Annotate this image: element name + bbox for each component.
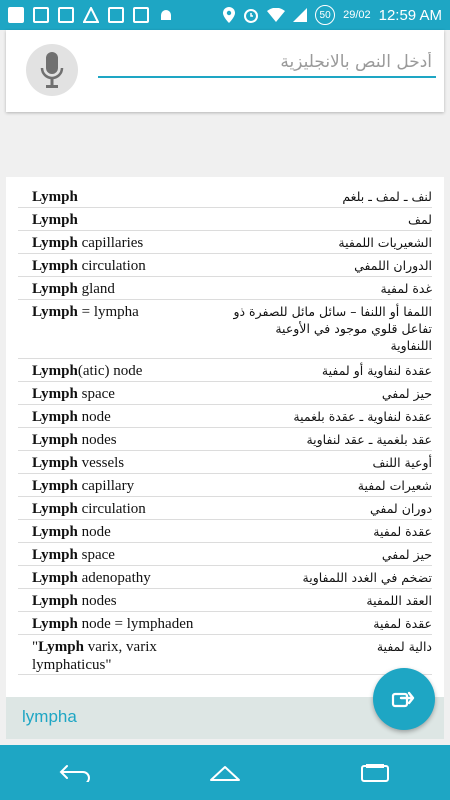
- nav-back-button[interactable]: [55, 758, 95, 788]
- entry-translation: عقد بلغمية ـ عقد لنفاوية: [306, 432, 432, 447]
- entry-term-keyword: Lymph: [32, 547, 78, 563]
- entry-term-prefix: ": [32, 639, 39, 655]
- notification-icons: [0, 7, 174, 23]
- entry-term-keyword: Lymph: [32, 593, 78, 609]
- photo-notification-icon: [133, 7, 149, 23]
- delta-notification-icon: [83, 7, 99, 23]
- list-item[interactable]: [18, 451, 432, 474]
- entry-term-keyword: Lymph: [32, 189, 78, 205]
- list-item[interactable]: [18, 300, 432, 359]
- entry-translation: الدوران اللمفي: [354, 258, 432, 273]
- android-notification-icon: [158, 7, 174, 23]
- entry-term-keyword: Lymph: [32, 258, 78, 274]
- nav-home-button[interactable]: [205, 758, 245, 788]
- selected-word: lympha: [22, 707, 77, 726]
- entry-translation: الشعيريات اللمفية: [338, 235, 432, 250]
- entry-term-suffix: space: [77, 386, 115, 402]
- entry-term-keyword: Lymph: [32, 524, 78, 540]
- list-item[interactable]: [18, 566, 432, 589]
- entry-term-suffix: gland: [77, 281, 115, 297]
- entry-term-suffix: capillary: [77, 478, 135, 494]
- battery-saver-badge: 50: [315, 5, 335, 25]
- nav-recent-button[interactable]: [355, 758, 395, 788]
- entry-translation: دوران لمفي: [369, 501, 432, 516]
- entry-term-keyword: Lymph: [32, 235, 78, 251]
- file-notification-icon: [108, 7, 124, 23]
- entry-term-suffix: circulation: [77, 258, 146, 274]
- entry-term-keyword: Lymph: [32, 386, 78, 402]
- input-card: [6, 30, 444, 112]
- app-notification-icon: [8, 7, 24, 23]
- entry-translation: عقدة لمفية: [373, 616, 432, 631]
- entry-term-suffix: varix, varix lymphaticus": [32, 639, 157, 673]
- entry-term-keyword: Lymph: [32, 501, 78, 517]
- entry-term-suffix: circulation: [77, 501, 146, 517]
- check-notification-icon: [33, 7, 49, 23]
- entry-term: [18, 500, 146, 518]
- entry-term-suffix: (atic) node: [77, 363, 143, 379]
- entry-term-suffix: node = lymphaden: [77, 616, 194, 632]
- translate-fab-button[interactable]: [373, 668, 435, 730]
- list-item[interactable]: [18, 359, 432, 382]
- entry-translation: غدة لمفية: [380, 281, 432, 296]
- mail-notification-icon: [58, 7, 74, 23]
- voice-input-button[interactable]: [26, 44, 78, 96]
- alarm-icon: [243, 7, 259, 23]
- entry-translation: لمف: [408, 212, 432, 227]
- entry-translation: عقدة لمفية: [373, 524, 432, 539]
- list-item[interactable]: [18, 612, 432, 635]
- entry-term: [18, 523, 111, 541]
- entry-translation: تضخم في الغدد اللمفاوية: [302, 570, 432, 585]
- list-item[interactable]: [18, 254, 432, 277]
- results-list[interactable]: [6, 177, 444, 697]
- list-item[interactable]: [18, 474, 432, 497]
- entry-translation: عقدة لنفاوية ـ عقدة بلغمية: [293, 409, 432, 424]
- entry-term: [18, 454, 124, 472]
- entry-term-suffix: space: [77, 547, 115, 563]
- entry-term-keyword: Lymph: [32, 616, 78, 632]
- list-item[interactable]: [18, 543, 432, 566]
- entry-term-keyword: Lymph: [32, 455, 78, 471]
- list-item[interactable]: [18, 277, 432, 300]
- entry-term-keyword: Lymph: [32, 304, 78, 320]
- entry-term-keyword: Lymph: [32, 409, 78, 425]
- entry-term-keyword: Lymph: [32, 363, 78, 379]
- list-item[interactable]: [18, 382, 432, 405]
- entry-term: [18, 362, 142, 380]
- entry-translation: اللمفا أو اللنفا – سائل مائل للصفرة ذو تفاعل قلوي موجود في الأوعية اللنفاوية: [233, 304, 432, 353]
- list-item[interactable]: [18, 185, 432, 208]
- list-item[interactable]: [18, 497, 432, 520]
- home-icon: [209, 764, 241, 782]
- entry-term-suffix: node: [77, 409, 111, 425]
- entry-term-suffix: nodes: [77, 432, 117, 448]
- list-item[interactable]: [18, 428, 432, 451]
- recent-apps-icon: [359, 763, 391, 783]
- entry-term: [18, 477, 134, 495]
- list-item[interactable]: [18, 405, 432, 428]
- entry-term: [18, 408, 111, 426]
- translate-share-icon: [391, 688, 417, 710]
- entry-term: [18, 615, 193, 633]
- entry-translation: دالية لمفية: [376, 639, 432, 654]
- entry-translation: عقدة لنفاوية أو لمفية: [321, 363, 432, 378]
- status-time: 12:59 AM: [378, 6, 442, 24]
- entry-term-suffix: adenopathy: [77, 570, 151, 586]
- entry-term: [18, 280, 115, 298]
- list-item[interactable]: [18, 231, 432, 254]
- list-item[interactable]: [18, 208, 432, 231]
- entry-term-keyword: Lymph: [32, 212, 78, 228]
- entry-term: [18, 546, 115, 564]
- entry-term-suffix: vessels: [77, 455, 125, 471]
- entry-term: [18, 234, 143, 252]
- list-item[interactable]: [18, 520, 432, 543]
- entry-translation: أوعية اللنف: [372, 455, 432, 470]
- status-bar: [0, 0, 450, 30]
- entry-term-keyword: Lymph: [32, 281, 78, 297]
- entry-translation: لنف ـ لمف ـ بلغم: [342, 189, 432, 204]
- search-input[interactable]: [98, 48, 436, 78]
- entry-term-keyword: Lymph: [38, 639, 84, 655]
- entry-term: [18, 431, 117, 449]
- entry-term: [18, 188, 78, 206]
- wifi-icon: [267, 8, 285, 22]
- entry-term-keyword: Lymph: [32, 478, 78, 494]
- signal-icon: [293, 8, 307, 22]
- location-icon: [223, 7, 235, 23]
- entry-term-suffix: node: [77, 524, 111, 540]
- list-item[interactable]: [18, 589, 432, 612]
- list-item[interactable]: [18, 635, 432, 675]
- entry-term: [18, 385, 115, 403]
- entry-translation: حيز لمفي: [381, 547, 432, 562]
- entry-term-keyword: Lymph: [32, 570, 78, 586]
- back-icon: [59, 764, 91, 782]
- system-icons: [223, 0, 442, 30]
- entry-translation: العقد اللمفية: [366, 593, 432, 608]
- entry-term: [18, 257, 146, 275]
- entry-term: [18, 211, 78, 229]
- entry-term-keyword: Lymph: [32, 432, 78, 448]
- entry-term: [18, 638, 212, 674]
- entry-term-suffix: capillaries: [77, 235, 144, 251]
- entry-term-suffix: nodes: [77, 593, 117, 609]
- microphone-icon: [39, 50, 65, 90]
- entry-translation: حيز لمفي: [381, 386, 432, 401]
- navigation-bar: [0, 745, 450, 800]
- entry-translation: شعيرات لمفية: [357, 478, 432, 493]
- entry-term: [18, 303, 139, 321]
- entry-term: [18, 592, 117, 610]
- status-date: 29/02: [343, 9, 371, 21]
- entry-term-suffix: = lympha: [77, 304, 139, 320]
- entry-term: [18, 569, 151, 587]
